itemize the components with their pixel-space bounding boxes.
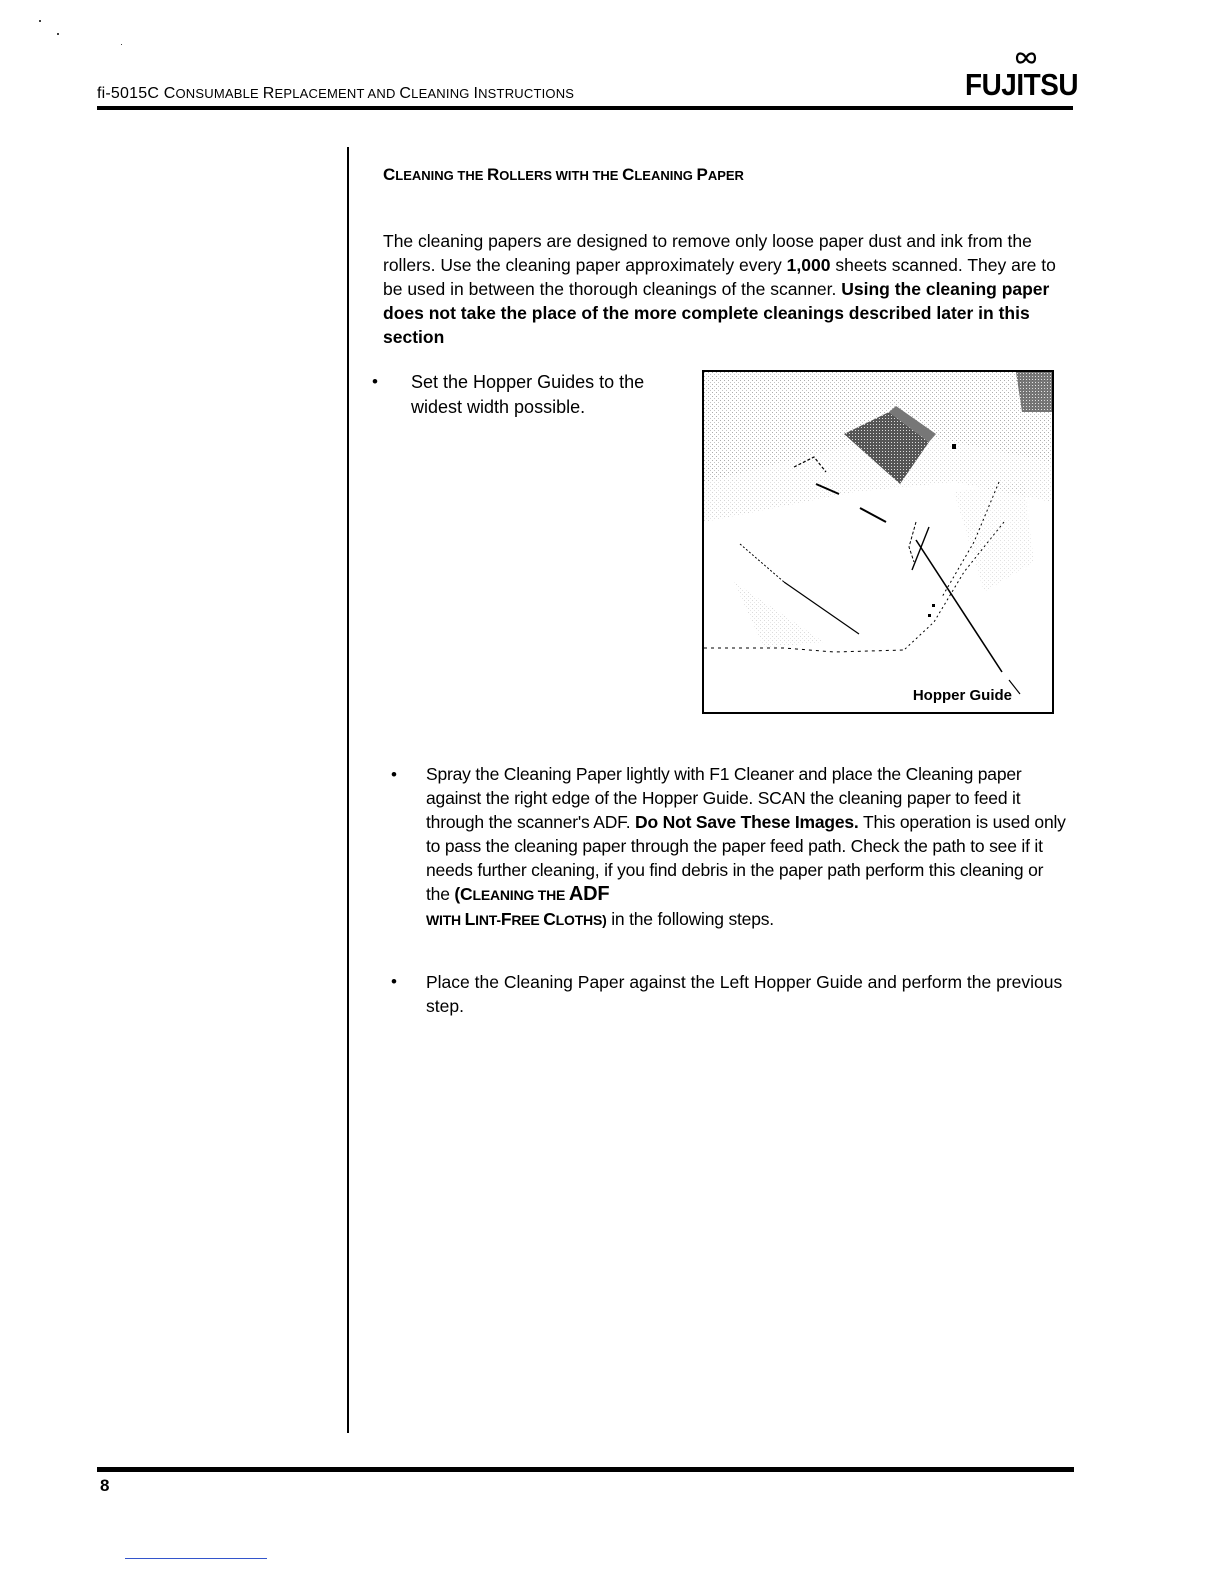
header-rule [97,106,1073,110]
intro-paragraph: The cleaning papers are designed to remove only loose paper dust and ink from the rollers. Use the cleaning paper approximately every 1,000 sheets scanned. They are to be used in between the thorough cleanings of the scanner. Using the cleaning paper does not take the place of the more complete cleanings described later in this section [383,231,1056,347]
intro-warning: Using the cleaning paper does not take the place of the more complete cleanings described later in this section [383,279,1050,347]
scan-speck [57,33,59,35]
step-3-text: Place the Cleaning Paper against the Left Hopper Guide and perform the previous step. [426,972,1063,1016]
margin-rule [347,147,349,1433]
fujitsu-logo: FUJITSU [965,67,1079,102]
page-number: 8 [100,1476,110,1495]
scan-speck [39,20,41,22]
link-underline [125,1558,267,1559]
document-title: fi-5015C CONSUMABLE REPLACEMENT AND CLEANING INSTRUCTIONS [97,85,575,102]
scanner-illustration [704,372,1052,712]
fujitsu-infinity-icon [1015,51,1037,65]
hopper-guide-figure [702,370,1054,714]
hopper-guide-label: Hopper Guide [912,687,1012,704]
bullet-icon: • [391,765,397,784]
footer-rule [97,1467,1074,1472]
section-heading: CLEANING THE ROLLERS WITH THE CLEANING PAPER [383,165,744,184]
cross-reference: (CLEANING THE ADF WITH LINT-FREE CLOTHS) [426,883,610,929]
scan-speck [121,44,122,45]
bullet-icon: • [391,972,397,991]
step-2-text: Spray the Cleaning Paper lightly with F1 Cleaner and place the Cleaning paper against the right edge of the Hopper Guide. SCAN the cleaning paper to feed it through the scanner's ADF. Do Not Save These Images. This operation is used only to pass the cleaning paper through the paper feed path. Check the path to see if it needs further cleaning, if you find debris in the paper path perform this cleaning or the (CLEANING THE ADF WITH LINT-FREE CLOTHS) in the following steps. [426,764,1066,929]
step-1-text: Set the Hopper Guides to the widest width possible. [411,372,645,417]
bullet-icon: • [372,372,378,391]
